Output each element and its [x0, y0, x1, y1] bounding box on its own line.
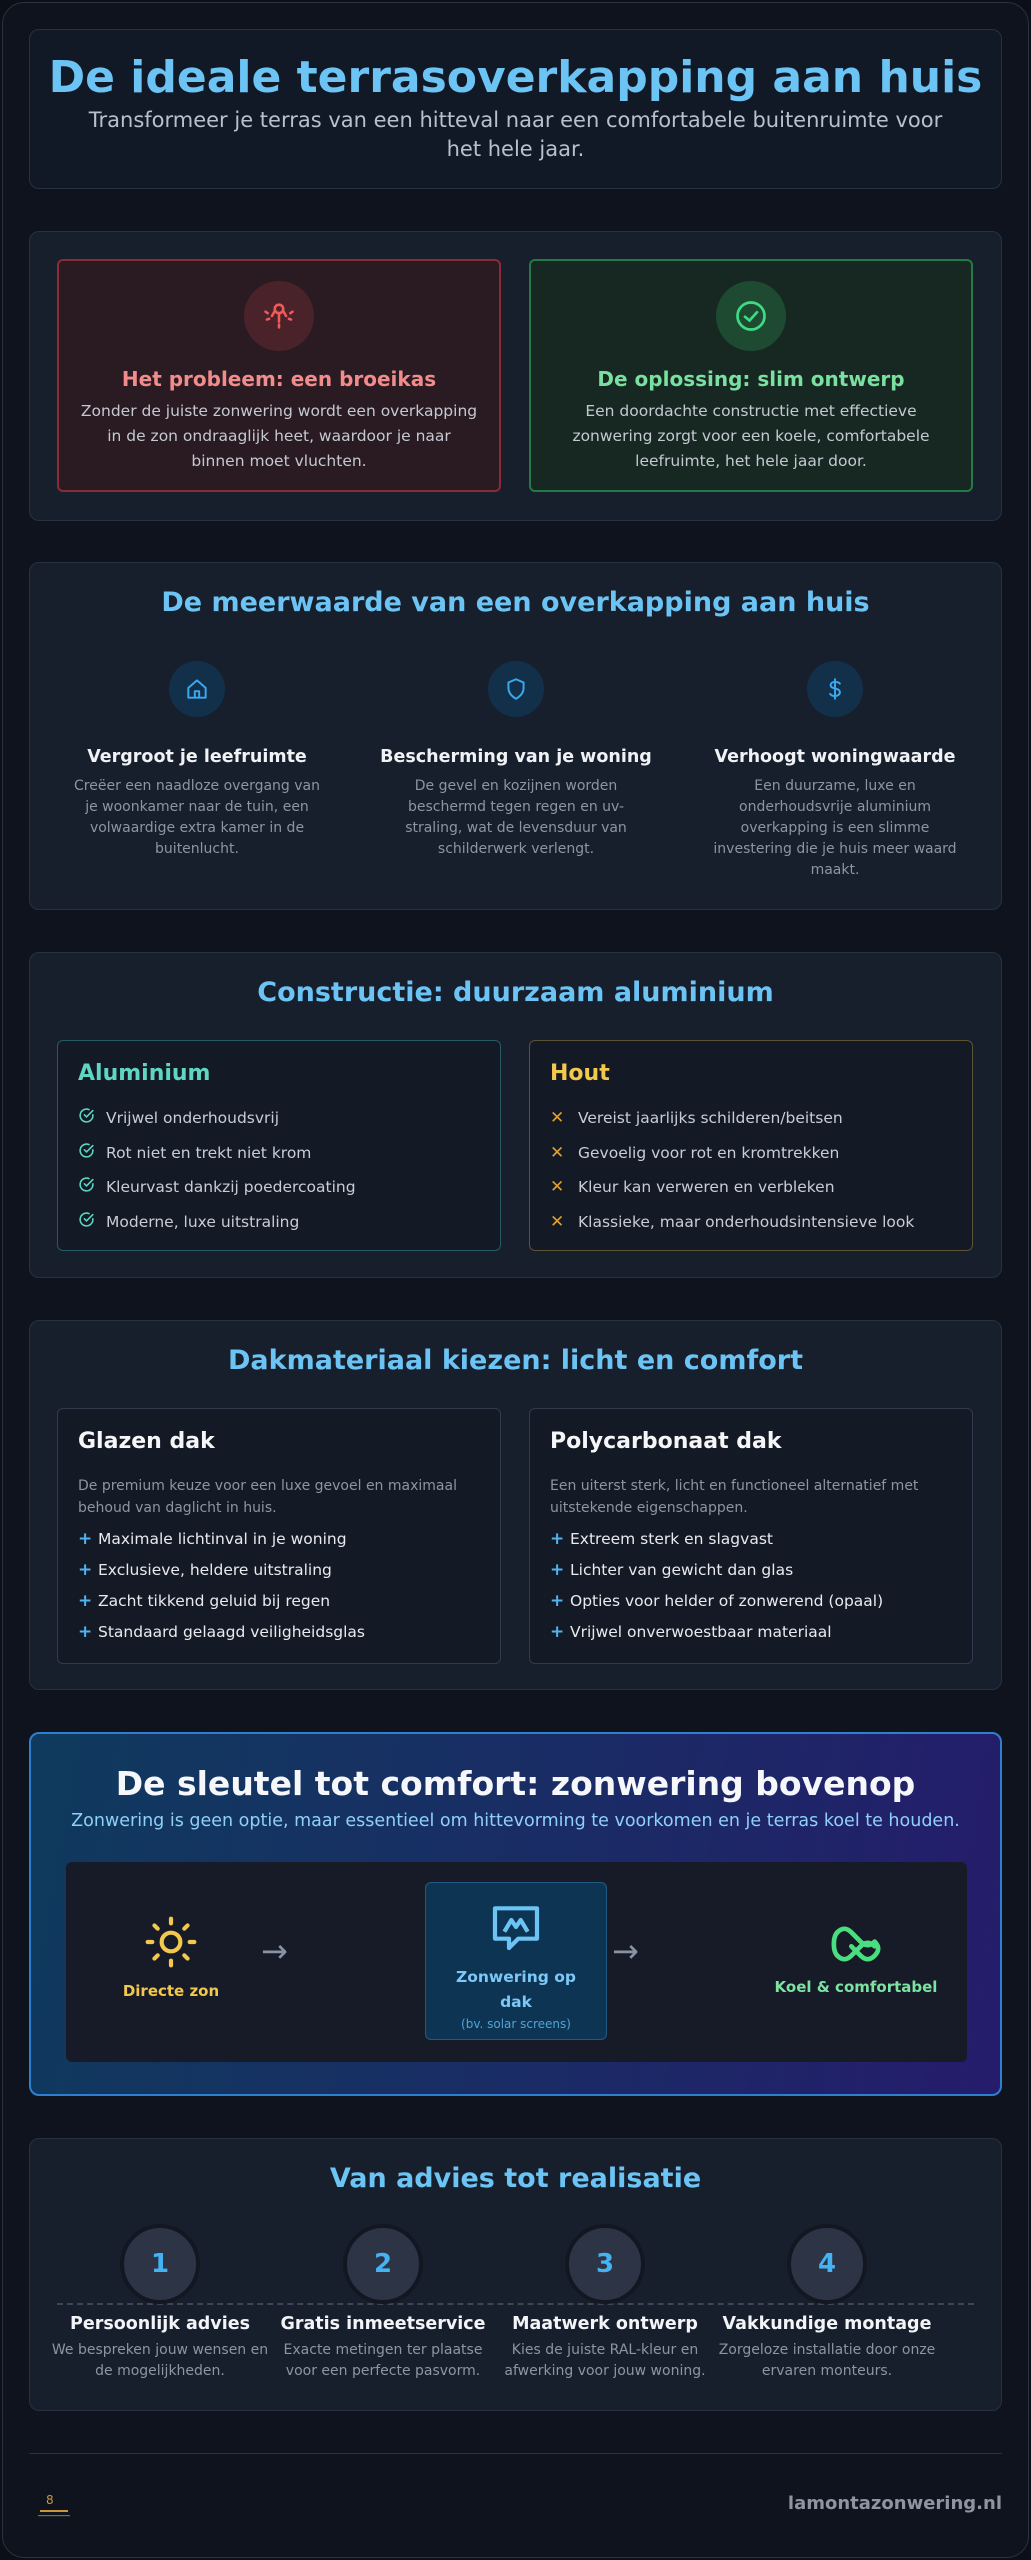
svg-text:8: 8 [46, 2493, 54, 2507]
flow-label: Directe zon [122, 1982, 220, 2000]
page-title: De ideale terrasoverkapping aan huis [48, 52, 983, 103]
feature-text: De gevel en kozijnen worden beschermd tegen regen en uv-straling, wat de levensduur van schilderwerk verlengt. [405, 778, 627, 857]
cross-icon: ✕ [550, 1108, 565, 1129]
constructie-title: Constructie: duurzaam aluminium [257, 977, 774, 1008]
check-icon [78, 1107, 106, 1129]
flow-step-sun [116, 1914, 226, 2000]
list-item: + Lichter van gewicht dan glas [550, 1559, 794, 1580]
aluminium-card [57, 1040, 501, 1251]
cross-icon: ✕ [550, 1142, 565, 1163]
meerwaarde-section [29, 562, 1002, 910]
brand-logo[interactable] [34, 2486, 78, 2526]
list-item: Kleurvast dankzij poedercoating [78, 1170, 490, 1205]
list-item: + Opties voor helder of zonwerend (opaal) [550, 1590, 884, 1611]
process-step [495, 2224, 715, 2382]
hout-title: Hout [550, 1061, 610, 1086]
list-item: + Vrijwel onverwoestbaar materiaal [550, 1621, 832, 1642]
check-icon [78, 1211, 106, 1233]
feature-text: Creëer een naadloze overgang van je woonkamer naar de tuin, een volwaardige extra kamer in de buitenlucht. [74, 778, 320, 857]
step-number: 4 [787, 2224, 867, 2304]
flow-label: Koel & comfortabel [774, 1978, 938, 1996]
page-subtitle: Transformeer je terras van een hitteval naar een comfortabele buitenruimte voor het hele jaar. [88, 108, 943, 161]
step-title: Vakkundige montage [722, 2314, 932, 2334]
step-text: Exacte metingen ter plaatse voor een perfecte pasvorm. [283, 2342, 483, 2379]
step-title: Gratis inmeetservice [280, 2314, 486, 2334]
cross-icon: ✕ [550, 1211, 565, 1232]
sun-icon [143, 1955, 199, 1974]
flow-step-zonwering [425, 1882, 607, 2040]
feature-title: Verhoogt woningwaarde [714, 747, 956, 767]
plus-icon: + [550, 1559, 565, 1580]
hero-header [29, 29, 1002, 189]
step-text: Zorgeloze installatie door onze ervaren monteurs. [718, 2342, 936, 2379]
meerwaarde-title: De meerwaarde van een overkapping aan huis [161, 587, 870, 618]
feature-text: Een duurzame, luxe en onderhoudsvrije aluminium overkapping is een slimme investering die je huis meer waard maakt. [713, 778, 957, 878]
zonwering-section [29, 1732, 1002, 2096]
check-circle-icon [716, 281, 786, 351]
dak-title: Dakmateriaal kiezen: licht en comfort [228, 1345, 803, 1376]
process-step [717, 2224, 937, 2382]
step-title: Persoonlijk advies [70, 2314, 250, 2334]
poly-title: Polycarbonaat dak [550, 1429, 782, 1454]
hout-card [529, 1040, 973, 1251]
advies-title: Van advies tot realisatie [329, 2163, 702, 2194]
footer-domain[interactable]: lamontazonwering.nl [787, 2493, 1002, 2514]
feature-title: Vergroot je leefruimte [87, 747, 307, 767]
plus-icon: + [78, 1590, 93, 1611]
comfort-icon [828, 1953, 884, 1972]
zonwering-subtitle: Zonwering is geen optie, maar essentieel om hittevorming te voorkomen en je terras koel te houden. [71, 1811, 960, 1831]
dakmateriaal-section [29, 1320, 1002, 1690]
poly-desc: Een uiterst sterk, licht en functioneel alternatief met uitstekende eigenschappen. [550, 1478, 919, 1516]
list-item: + Maximale lichtinval in je woning [78, 1528, 347, 1549]
list-item: ✕ Kleur kan verweren en verbleken [550, 1177, 835, 1198]
problem-card [57, 259, 501, 492]
flow-label: Zonwering op dak [456, 1968, 576, 2011]
list-item: ✕ Gevoelig voor rot en kromtrekken [550, 1142, 840, 1163]
comfort-flow [66, 1862, 967, 2062]
list-item: + Standaard gelaagd veiligheidsglas [78, 1621, 365, 1642]
plus-icon: + [550, 1590, 565, 1611]
polycarbonaat-dak-card [529, 1408, 973, 1664]
feature-woningwaarde [695, 661, 975, 881]
feature-leefruimte [57, 661, 337, 860]
list-item: ✕ Vereist jaarlijks schilderen/beitsen [550, 1108, 843, 1129]
cross-icon: ✕ [550, 1177, 565, 1198]
feature-title: Bescherming van je woning [380, 747, 652, 767]
plus-icon: + [78, 1528, 93, 1549]
solution-title: De oplossing: slim ontwerp [597, 367, 905, 391]
glazen-dak-card [57, 1408, 501, 1664]
shield-icon [488, 661, 544, 717]
feature-bescherming [376, 661, 656, 860]
plus-icon: + [550, 1621, 565, 1642]
solution-card [529, 259, 973, 492]
step-number: 1 [120, 2224, 200, 2304]
flow-step-koel [766, 1920, 946, 1996]
list-item: Moderne, luxe uitstraling [78, 1205, 490, 1240]
flow-note: (bv. solar screens) [461, 2017, 571, 2031]
check-icon [78, 1142, 106, 1164]
list-item: + Zacht tikkend geluid bij regen [78, 1590, 331, 1611]
advies-section [29, 2138, 1002, 2411]
step-text: We bespreken jouw wensen en de mogelijkheden. [51, 2342, 269, 2379]
plus-icon: + [78, 1559, 93, 1580]
problem-text: Zonder de juiste zonwering wordt een overkapping in de zon ondraaglijk heet, waardoor je naar binnen moet vluchten. [80, 402, 478, 470]
dollar-icon [807, 661, 863, 717]
process-step [273, 2224, 493, 2382]
check-icon [78, 1176, 106, 1198]
step-number: 2 [343, 2224, 423, 2304]
zonwering-title: De sleutel tot comfort: zonwering bovenop [115, 1764, 916, 1803]
solution-text: Een doordachte constructie met effectieve zonwering zorgt voor een koele, comfortabele leefruimte, het hele jaar door. [572, 402, 930, 470]
aluminium-title: Aluminium [78, 1061, 211, 1086]
footer-divider [29, 2453, 1002, 2454]
list-item: Rot niet en trekt niet krom [78, 1136, 490, 1171]
list-item: + Exclusieve, heldere uitstraling [78, 1559, 332, 1580]
constructie-section [29, 952, 1002, 1278]
list-item: ✕ Klassieke, maar onderhoudsintensieve look [550, 1211, 915, 1232]
plus-icon: + [550, 1528, 565, 1549]
step-text: Kies de juiste RAL-kleur en afwerking voor jouw woning. [504, 2342, 706, 2379]
overheat-icon [244, 281, 314, 351]
step-title: Maatwerk ontwerp [512, 2314, 698, 2334]
problem-solution-section [29, 231, 1002, 521]
arrow-right-icon: → [612, 1932, 639, 1970]
solar-screen-icon [426, 1899, 606, 1959]
glas-title: Glazen dak [78, 1429, 215, 1454]
arrow-right-icon: → [261, 1932, 288, 1970]
glas-desc: De premium keuze voor een luxe gevoel en maximaal behoud van daglicht in huis. [78, 1478, 457, 1516]
plus-icon: + [78, 1621, 93, 1642]
list-item: + Extreem sterk en slagvast [550, 1528, 773, 1549]
step-number: 3 [565, 2224, 645, 2304]
home-icon [169, 661, 225, 717]
list-item: Vrijwel onderhoudsvrij [78, 1101, 490, 1136]
process-step [50, 2224, 270, 2382]
problem-title: Het probleem: een broeikas [121, 367, 437, 391]
